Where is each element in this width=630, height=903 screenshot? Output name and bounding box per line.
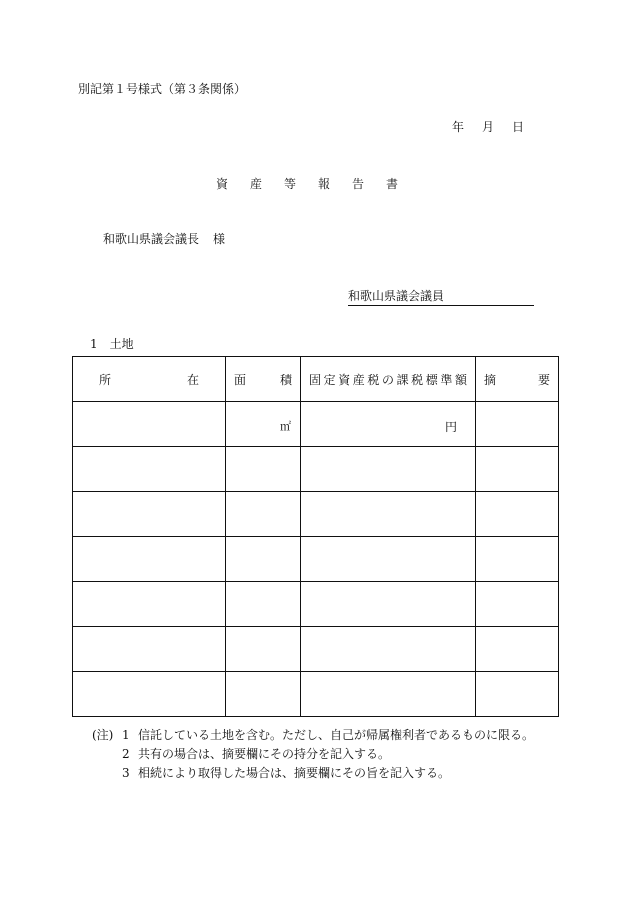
header-char: 積 bbox=[279, 372, 292, 387]
header-char: 準 bbox=[440, 372, 453, 387]
notes bbox=[92, 726, 534, 783]
reporter-line bbox=[348, 287, 534, 306]
note-text: 相続により取得した場合は、摘要欄にその旨を記入する。 bbox=[138, 766, 451, 780]
addressee-honorific: 様 bbox=[213, 232, 226, 246]
cell-summary[interactable] bbox=[476, 492, 559, 537]
header-char: 定 bbox=[323, 372, 336, 387]
table-row bbox=[73, 447, 559, 492]
header-char: 資 bbox=[338, 372, 351, 387]
header-char: 固 bbox=[309, 372, 322, 387]
cell-tax-base[interactable] bbox=[301, 447, 476, 492]
date-line bbox=[452, 118, 524, 135]
header-char: 税 bbox=[411, 372, 424, 387]
header-char: 産 bbox=[352, 372, 365, 387]
title-char: 等 bbox=[284, 177, 297, 191]
tax-unit: 円 bbox=[444, 420, 457, 434]
table-row bbox=[73, 537, 559, 582]
section-number: 1 bbox=[90, 337, 98, 351]
cell-summary[interactable] bbox=[476, 447, 559, 492]
cell-location[interactable] bbox=[73, 582, 226, 627]
addressee-name: 和歌山県議会議長 bbox=[103, 232, 200, 246]
cell-area[interactable] bbox=[226, 582, 301, 627]
cell-area[interactable] bbox=[226, 492, 301, 537]
cell-tax-base[interactable] bbox=[301, 492, 476, 537]
table-row bbox=[73, 627, 559, 672]
header-char: 要 bbox=[537, 372, 550, 387]
date-month: 月 bbox=[482, 120, 495, 134]
header-char: 所 bbox=[99, 372, 112, 387]
form-number: 別記第１号様式（第３条関係） bbox=[78, 82, 247, 96]
cell-tax-base[interactable] bbox=[301, 537, 476, 582]
header-tax-base bbox=[301, 357, 476, 402]
cell-area[interactable] bbox=[226, 672, 301, 717]
cell-tax-base[interactable] bbox=[301, 627, 476, 672]
header-char: 額 bbox=[454, 372, 467, 387]
date-day: 日 bbox=[512, 120, 525, 134]
note-item bbox=[92, 726, 534, 745]
reporter-label: 和歌山県議会議員 bbox=[348, 289, 445, 303]
note-number: 1 bbox=[122, 728, 130, 742]
table-row bbox=[73, 492, 559, 537]
cell-tax-base[interactable] bbox=[301, 582, 476, 627]
cell-summary[interactable] bbox=[476, 402, 559, 447]
title-char: 書 bbox=[386, 177, 399, 191]
header-char: 課 bbox=[396, 372, 409, 387]
header-location bbox=[73, 357, 226, 402]
header-area bbox=[226, 357, 301, 402]
cell-summary[interactable] bbox=[476, 672, 559, 717]
cell-summary[interactable] bbox=[476, 627, 559, 672]
table-row bbox=[73, 402, 559, 447]
header-summary bbox=[476, 357, 559, 402]
cell-location[interactable] bbox=[73, 537, 226, 582]
cell-location[interactable] bbox=[73, 672, 226, 717]
notes-label: (注) bbox=[92, 728, 114, 742]
header-char: 面 bbox=[234, 372, 247, 387]
section-title: 土地 bbox=[109, 337, 134, 351]
cell-area[interactable] bbox=[226, 627, 301, 672]
cell-tax-base[interactable] bbox=[301, 672, 476, 717]
note-number: 2 bbox=[122, 747, 130, 761]
cell-area[interactable] bbox=[226, 402, 301, 447]
note-text: 共有の場合は、摘要欄にその持分を記入する。 bbox=[138, 747, 391, 761]
cell-summary[interactable] bbox=[476, 537, 559, 582]
table-row bbox=[73, 582, 559, 627]
section-heading bbox=[90, 335, 134, 352]
title-char: 告 bbox=[352, 177, 365, 191]
note-item bbox=[92, 745, 534, 764]
header-char: 摘 bbox=[484, 372, 497, 387]
addressee bbox=[103, 230, 225, 247]
area-unit: ㎡ bbox=[280, 420, 291, 433]
cell-summary[interactable] bbox=[476, 582, 559, 627]
land-table bbox=[72, 356, 559, 717]
title-char: 資 bbox=[216, 177, 229, 191]
cell-tax-base[interactable] bbox=[301, 402, 476, 447]
cell-location[interactable] bbox=[73, 402, 226, 447]
table-header-row bbox=[73, 357, 559, 402]
document-title bbox=[216, 175, 420, 192]
cell-location[interactable] bbox=[73, 492, 226, 537]
cell-area[interactable] bbox=[226, 447, 301, 492]
date-year: 年 bbox=[452, 120, 465, 134]
note-text: 信託している土地を含む。ただし、自己が帰属権利者であるものに限る。 bbox=[138, 728, 535, 742]
title-char: 産 bbox=[250, 177, 263, 191]
header-char: 在 bbox=[186, 372, 199, 387]
cell-area[interactable] bbox=[226, 537, 301, 582]
cell-location[interactable] bbox=[73, 627, 226, 672]
header-char: 標 bbox=[425, 372, 438, 387]
header-char: の bbox=[381, 372, 394, 387]
note-item bbox=[92, 764, 534, 783]
table-row bbox=[73, 672, 559, 717]
header-char: 税 bbox=[367, 372, 380, 387]
note-number: 3 bbox=[122, 766, 130, 780]
title-char: 報 bbox=[318, 177, 331, 191]
cell-location[interactable] bbox=[73, 447, 226, 492]
